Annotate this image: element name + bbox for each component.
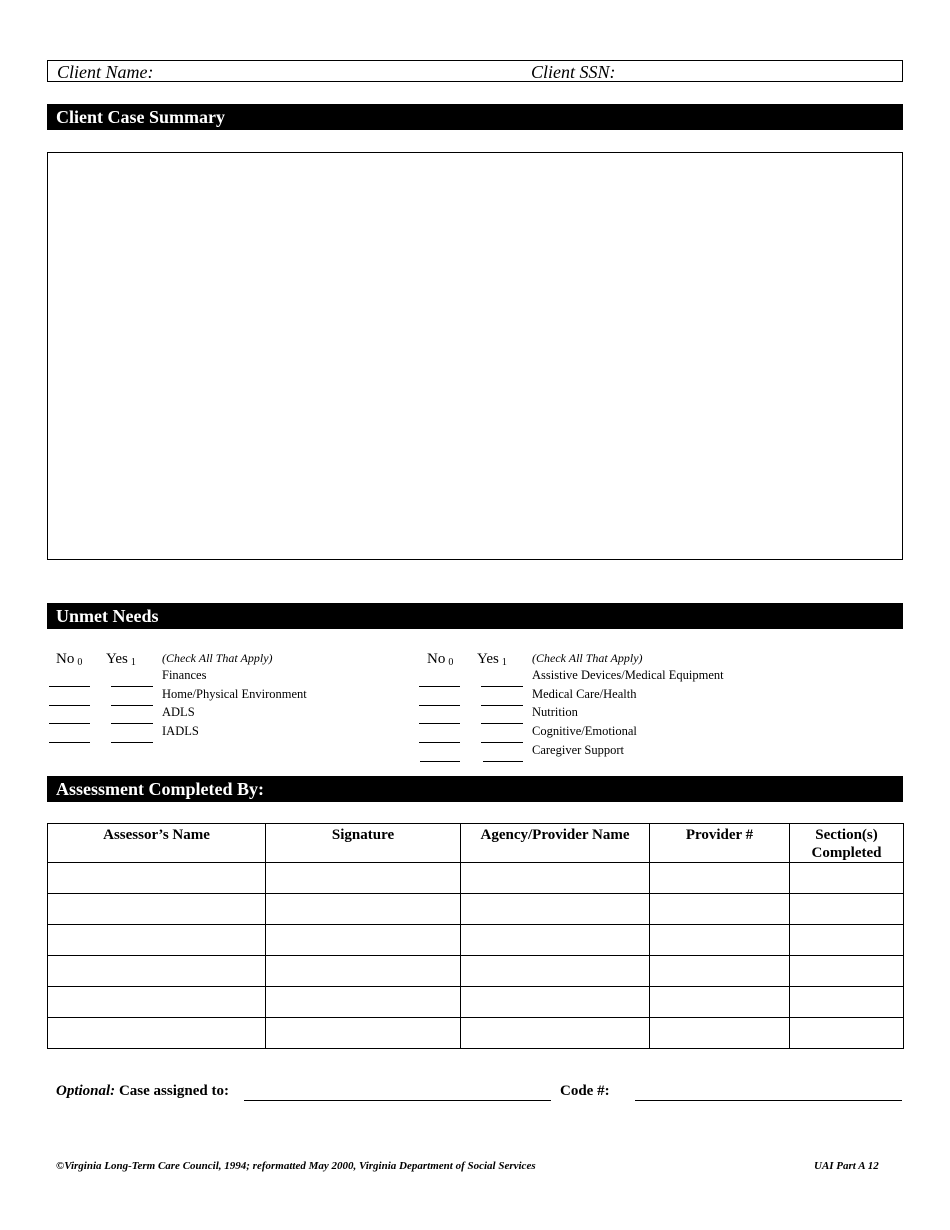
table-cell[interactable] [461,925,650,956]
yes-label: Yes [106,651,128,667]
optional-label: Optional: [56,1083,116,1099]
client-name-label: Client Name: [57,62,154,82]
medical-care-yes-blank[interactable] [481,705,523,706]
finances-no-blank[interactable] [49,686,90,687]
no-subscript-right: 0 [448,657,454,668]
table-cell[interactable] [650,894,790,925]
table-cell[interactable] [266,956,461,987]
case-summary-textarea[interactable] [47,152,903,560]
table-cell[interactable] [461,1018,650,1049]
case-assigned-input-line[interactable] [244,1100,551,1101]
need-label-iadls: IADLS [162,724,199,738]
footer-page-reference: UAI Part A 12 [814,1160,879,1172]
table-cell[interactable] [650,863,790,894]
table-cell[interactable] [790,1018,904,1049]
yes-column-header [106,651,136,668]
no-label-right: No [427,651,446,667]
table-cell[interactable] [790,925,904,956]
finances-yes-blank[interactable] [111,686,153,687]
yes-subscript-right: 1 [501,657,507,668]
table-cell[interactable] [650,925,790,956]
table-cell[interactable] [48,987,266,1018]
caregiver-support-no-blank[interactable] [420,761,460,762]
table-cell[interactable] [266,987,461,1018]
need-label-nutrition: Nutrition [532,705,578,719]
adls-no-blank[interactable] [49,723,90,724]
caregiver-support-yes-blank[interactable] [483,761,523,762]
medical-care-no-blank[interactable] [419,705,460,706]
table-row [48,987,904,1018]
code-number-label: Code #: [560,1083,610,1099]
need-label-caregiver-support: Caregiver Support [532,743,624,757]
case-summary-header: Client Case Summary [47,104,903,130]
table-cell[interactable] [790,863,904,894]
nutrition-yes-blank[interactable] [481,723,523,724]
column-header-assessor-name: Assessor’s Name [48,824,266,863]
need-label-finances: Finances [162,668,207,682]
assessment-completed-header: Assessment Completed By: [47,776,903,802]
table-row [48,956,904,987]
table-cell[interactable] [266,925,461,956]
table-cell[interactable] [790,987,904,1018]
unmet-needs-header: Unmet Needs [47,603,903,629]
table-cell[interactable] [48,863,266,894]
nutrition-no-blank[interactable] [419,723,460,724]
table-row [48,1018,904,1049]
no-column-header [56,651,82,668]
iadls-no-blank[interactable] [49,742,90,743]
footer-copyright: ©Virginia Long-Term Care Council, 1994; reformatted May 2000, Virginia Department of Social Services [56,1160,536,1172]
assistive-devices-yes-blank[interactable] [481,686,523,687]
table-cell[interactable] [266,894,461,925]
need-label-assistive-devices: Assistive Devices/Medical Equipment [532,668,724,682]
code-number-input-line[interactable] [635,1100,902,1101]
need-label-medical-care: Medical Care/Health [532,687,637,701]
column-header-signature: Signature [266,824,461,863]
optional-case-assigned-row [56,1083,229,1100]
table-cell[interactable] [461,894,650,925]
adls-yes-blank[interactable] [111,723,153,724]
home-environment-no-blank[interactable] [49,705,90,706]
yes-subscript: 1 [130,657,136,668]
no-subscript: 0 [77,657,83,668]
home-environment-yes-blank[interactable] [111,705,153,706]
table-header-row [48,824,904,863]
case-assigned-label: Case assigned to: [118,1083,229,1099]
table-row [48,863,904,894]
cognitive-emotional-no-blank[interactable] [419,742,460,743]
table-cell[interactable] [650,956,790,987]
table-cell[interactable] [790,956,904,987]
check-all-note: (Check All That Apply) [162,651,273,665]
table-cell[interactable] [266,1018,461,1049]
yes-column-header-right [477,651,507,668]
table-cell[interactable] [461,987,650,1018]
assistive-devices-no-blank[interactable] [419,686,460,687]
column-header-provider-number: Provider # [650,824,790,863]
no-label: No [56,651,75,667]
table-cell[interactable] [48,1018,266,1049]
table-cell[interactable] [461,956,650,987]
column-header-sections-completed: Section(s) Completed [790,824,904,863]
need-label-home-environment: Home/Physical Environment [162,687,307,701]
table-cell[interactable] [790,894,904,925]
cognitive-emotional-yes-blank[interactable] [481,742,523,743]
table-cell[interactable] [650,987,790,1018]
table-cell[interactable] [48,956,266,987]
check-all-note-right: (Check All That Apply) [532,651,643,665]
no-column-header-right [427,651,453,668]
yes-label-right: Yes [477,651,499,667]
table-cell[interactable] [650,1018,790,1049]
need-label-cognitive-emotional: Cognitive/Emotional [532,724,637,738]
client-ssn-label: Client SSN: [531,62,616,82]
table-row [48,894,904,925]
table-cell[interactable] [48,925,266,956]
table-row [48,925,904,956]
table-cell[interactable] [266,863,461,894]
table-cell[interactable] [461,863,650,894]
assessor-table [47,823,904,1049]
iadls-yes-blank[interactable] [111,742,153,743]
column-header-agency-provider: Agency/Provider Name [461,824,650,863]
client-info-box [47,60,903,82]
table-cell[interactable] [48,894,266,925]
need-label-adls: ADLS [162,705,195,719]
